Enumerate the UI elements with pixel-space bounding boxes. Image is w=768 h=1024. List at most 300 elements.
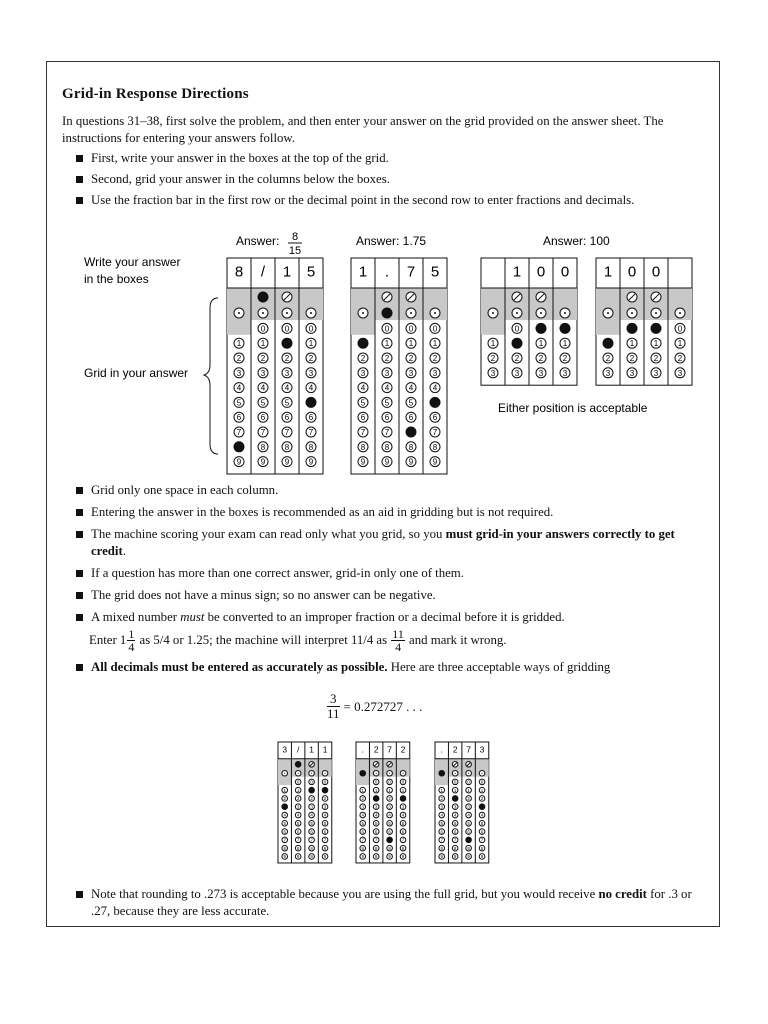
digit-glyph: 1: [629, 339, 635, 349]
grid-box-char: 8: [234, 263, 244, 281]
digit-glyph: 6: [388, 829, 391, 835]
digit-glyph: 1: [453, 787, 457, 793]
digit-glyph: 1: [296, 787, 300, 793]
digit-glyph: 5: [361, 820, 364, 826]
digit-glyph: 5: [323, 820, 327, 826]
heading: Grid-in Response Directions: [62, 86, 249, 102]
digit-bubble: [406, 427, 416, 437]
digit-bubble: [479, 804, 485, 810]
digit-glyph: 8: [374, 845, 378, 851]
mixed-number-example: [62, 628, 712, 653]
rule-item: Entering the answer in the boxes is recommended as an aid in gridding but is not required.: [62, 504, 712, 521]
fraction-denominator: 15: [288, 245, 302, 257]
digit-glyph: 2: [538, 354, 544, 363]
decimal-dot: [540, 312, 542, 314]
mixed-den-2: 4: [395, 640, 402, 654]
digit-glyph: 2: [283, 796, 286, 802]
digit-glyph: 6: [374, 829, 378, 835]
digit-glyph: 7: [401, 837, 405, 843]
grid-box-char: 2: [400, 744, 406, 755]
digit-glyph: 6: [408, 413, 414, 423]
grid-box-char: 7: [466, 744, 471, 755]
step-item: Second, grid your answer in the columns below the boxes.: [62, 171, 712, 188]
decimal-dot: [376, 773, 377, 774]
digit-glyph: 0: [308, 324, 314, 334]
decimal-dot: [362, 312, 364, 314]
note-list: [62, 886, 712, 920]
digit-glyph: 3: [629, 368, 635, 378]
digit-glyph: 8: [388, 845, 391, 851]
digit-glyph: 0: [296, 779, 300, 785]
rule-bold: must grid-in your answers correctly to get credit: [91, 527, 675, 558]
digit-glyph: 3: [361, 804, 364, 810]
digit-glyph: 2: [432, 354, 438, 363]
grid-box-char: 1: [282, 263, 292, 281]
digit-glyph: 4: [384, 383, 390, 393]
digit-glyph: 9: [384, 457, 390, 467]
digit-glyph: 2: [323, 796, 327, 802]
rule-item: [62, 659, 712, 676]
write-label-line2: in the boxes: [84, 272, 149, 286]
grid-box-char: 7: [406, 263, 416, 281]
decimal-dot: [607, 312, 609, 314]
grid-box-char: 7: [387, 744, 392, 755]
intro-paragraph: In questions 31–38, first solve the problem, and then enter your answer on the grid provided on the answer sheet. The instructions for entering your answers follow.: [62, 114, 664, 145]
digit-glyph: 2: [440, 796, 443, 802]
digit-glyph: 6: [236, 413, 242, 423]
digit-glyph: 1: [384, 339, 390, 349]
mixed-fraction: [127, 628, 135, 653]
digit-glyph: 1: [432, 339, 438, 349]
decimal-dot: [655, 312, 657, 314]
digit-bubble: [560, 323, 570, 333]
digit-glyph: 3: [562, 368, 568, 378]
digit-bubble: [627, 323, 637, 333]
digit-glyph: 3: [236, 368, 242, 378]
answer-grid: [596, 258, 692, 385]
digit-glyph: 4: [388, 812, 391, 818]
rule-item: [62, 886, 712, 920]
grid-label: Grid in your answer: [84, 366, 189, 380]
grid-box-char: 1: [309, 744, 314, 755]
digit-glyph: 1: [440, 787, 443, 793]
digit-glyph: 9: [467, 854, 470, 860]
digit-glyph: 1: [374, 787, 378, 793]
digit-glyph: 5: [310, 820, 313, 826]
rule-item: Grid only one space in each column.: [62, 482, 712, 499]
digit-glyph: 7: [374, 837, 378, 843]
digit-glyph: 1: [677, 339, 683, 349]
answer-grid: [351, 258, 447, 474]
digit-glyph: 4: [284, 383, 290, 393]
grid-box-char: .: [440, 744, 443, 755]
rule-item: [62, 609, 712, 626]
digit-glyph: 5: [360, 398, 366, 408]
digit-glyph: 6: [323, 829, 327, 835]
digit-glyph: 2: [514, 354, 520, 363]
digit-glyph: 2: [361, 796, 364, 802]
digit-bubble: [358, 338, 368, 348]
digit-glyph: 3: [260, 368, 266, 378]
grid-box-char: 0: [651, 263, 661, 281]
rule-item: If a question has more than one correct answer, grid-in only one of them.: [62, 565, 712, 582]
digit-glyph: 5: [283, 820, 286, 826]
step-item: First, write your answer in the boxes at the top of the grid.: [62, 150, 712, 167]
decimal-dot: [389, 773, 390, 774]
digit-glyph: 3: [323, 804, 327, 810]
digit-glyph: 4: [480, 812, 484, 818]
decimal-equation: [326, 692, 422, 721]
digit-glyph: 8: [323, 845, 327, 851]
grid-shade: [481, 320, 505, 335]
digit-glyph: 4: [453, 812, 457, 818]
digit-glyph: 3: [310, 804, 313, 810]
digit-glyph: 5: [388, 820, 391, 826]
decimal-dot: [516, 312, 518, 314]
digit-glyph: 1: [467, 787, 470, 793]
digit-glyph: 9: [308, 457, 314, 467]
digit-glyph: 5: [408, 398, 414, 408]
digit-glyph: 6: [308, 413, 314, 423]
digit-glyph: 7: [284, 428, 290, 437]
digit-glyph: 9: [401, 854, 405, 860]
digit-glyph: 0: [432, 324, 438, 334]
digit-glyph: 5: [453, 820, 457, 826]
digit-glyph: 0: [284, 324, 290, 334]
digit-glyph: 9: [284, 457, 290, 467]
digit-glyph: 1: [480, 787, 484, 793]
digit-glyph: 8: [360, 442, 366, 452]
decimal-dot: [311, 773, 312, 774]
rule-emphasis: must: [180, 610, 205, 624]
digit-glyph: 1: [408, 339, 414, 349]
decimal-dot: [434, 312, 436, 314]
digit-glyph: 9: [260, 457, 266, 467]
digit-glyph: 2: [296, 796, 300, 802]
digit-glyph: 9: [283, 854, 286, 860]
digit-glyph: 6: [296, 829, 300, 835]
decimal-dot: [284, 773, 285, 774]
digit-glyph: 2: [388, 796, 391, 802]
fraction-numerator: 8: [291, 231, 299, 243]
digit-glyph: 4: [236, 383, 242, 393]
digit-glyph: 3: [401, 804, 405, 810]
digit-glyph: 9: [374, 854, 378, 860]
digit-glyph: 1: [490, 339, 496, 349]
digit-glyph: 5: [467, 820, 470, 826]
digit-glyph: 0: [323, 779, 327, 785]
digit-glyph: 1: [361, 787, 364, 793]
digit-glyph: 1: [538, 339, 544, 349]
decimal-dot: [298, 773, 299, 774]
digit-glyph: 8: [453, 845, 457, 851]
grid-box-char: 1: [358, 263, 368, 281]
digit-glyph: 2: [677, 354, 683, 363]
digit-glyph: 3: [677, 368, 683, 378]
digit-glyph: 8: [384, 442, 390, 452]
digit-glyph: 7: [480, 837, 484, 843]
digit-glyph: 3: [538, 368, 544, 378]
digit-bubble: [452, 796, 458, 802]
digit-glyph: 4: [308, 383, 314, 393]
eq-num: 3: [327, 692, 340, 707]
digit-glyph: 3: [384, 368, 390, 378]
digit-glyph: 6: [360, 413, 366, 423]
decimal-dot: [310, 312, 312, 314]
digit-glyph: 0: [401, 779, 405, 785]
grid-box-char: /: [296, 744, 300, 755]
grid-box-char: 0: [560, 263, 570, 281]
digit-glyph: 3: [308, 368, 314, 378]
digit-bubble: [536, 323, 546, 333]
digit-glyph: 3: [514, 368, 520, 378]
decimal-dot: [324, 773, 325, 774]
digit-glyph: 9: [440, 854, 443, 860]
digit-bubble: [309, 787, 315, 793]
digit-bubble: [430, 397, 440, 407]
digit-glyph: 0: [374, 779, 378, 785]
grid-box-char: 5: [306, 263, 316, 281]
digit-glyph: 2: [653, 354, 659, 363]
digit-glyph: 4: [467, 812, 470, 818]
decimal-dot: [238, 312, 240, 314]
digit-glyph: 5: [236, 398, 242, 408]
decimal-dot: [262, 312, 264, 314]
grid-box-char: .: [361, 744, 364, 755]
grid-box-char: 0: [627, 263, 637, 281]
mixed-end: and mark it wrong.: [405, 633, 507, 647]
digit-glyph: 5: [480, 820, 484, 826]
digit-glyph: 5: [296, 820, 300, 826]
grid-box-char: 3: [479, 744, 485, 755]
digit-glyph: 5: [401, 820, 405, 826]
grid-box-char: 1: [322, 744, 328, 755]
digit-glyph: 3: [408, 368, 414, 378]
rule-text: be converted to an improper fraction or a decimal before it is gridded.: [204, 610, 565, 624]
answer-label-integer: Answer: 100: [543, 234, 610, 248]
digit-glyph: 3: [440, 804, 443, 810]
digit-glyph: 8: [480, 845, 484, 851]
digit-glyph: 3: [388, 804, 391, 810]
digit-glyph: 1: [260, 339, 266, 349]
grid-box-char: 0: [536, 263, 546, 281]
mixed-num: 1: [128, 627, 135, 641]
grid-shade: [356, 777, 369, 785]
digit-glyph: 5: [284, 398, 290, 408]
digit-glyph: 4: [440, 812, 443, 818]
rule-bold: All decimals must be entered as accurately as possible.: [91, 660, 388, 674]
digit-glyph: 0: [677, 324, 683, 334]
digit-glyph: 0: [408, 324, 414, 334]
digit-glyph: 3: [653, 368, 659, 378]
digit-glyph: 0: [388, 779, 391, 785]
digit-glyph: 6: [384, 413, 390, 423]
mixed-fraction-2: [391, 628, 405, 653]
decimal-dot: [286, 312, 288, 314]
digit-glyph: 2: [605, 354, 611, 363]
digit-glyph: 3: [490, 368, 496, 378]
digit-glyph: 9: [432, 457, 438, 467]
answer-grid: [278, 742, 332, 863]
digit-bubble: [234, 442, 244, 452]
rule-item: [62, 526, 712, 560]
digit-glyph: 9: [360, 457, 366, 467]
digit-glyph: 5: [260, 398, 266, 408]
digit-glyph: 6: [453, 829, 457, 835]
digit-glyph: 6: [401, 829, 405, 835]
grid-box-char: .: [384, 263, 390, 281]
digit-glyph: 9: [453, 854, 457, 860]
digit-glyph: 4: [360, 383, 366, 393]
mixed-mid: as 5/4 or 1.25; the machine will interpret 11/4 as: [136, 633, 391, 647]
digit-bubble: [306, 397, 316, 407]
digit-glyph: 7: [296, 837, 300, 843]
digit-glyph: 3: [284, 368, 290, 378]
digit-glyph: 1: [653, 339, 659, 349]
digit-glyph: 8: [401, 845, 405, 851]
digit-glyph: 2: [480, 796, 484, 802]
mixed-den: 4: [128, 640, 135, 654]
rule-text: A mixed number: [91, 610, 181, 624]
digit-glyph: 2: [310, 796, 313, 802]
grid-shade: [278, 777, 291, 785]
slash-bubble: [258, 292, 268, 302]
digit-glyph: 1: [401, 787, 405, 793]
decimal-dot: [455, 773, 456, 774]
digit-glyph: 7: [432, 428, 438, 437]
rule-text: Here are three acceptable ways of gridding: [387, 660, 611, 674]
digit-bubble: [373, 796, 379, 802]
either-label: Either position is acceptable: [498, 401, 648, 415]
answer-grid: [435, 742, 489, 863]
digit-glyph: 2: [360, 354, 366, 363]
digit-glyph: 7: [283, 837, 286, 843]
digit-glyph: 5: [384, 398, 390, 408]
digit-glyph: 3: [360, 368, 366, 378]
grid-box-char: 1: [512, 263, 522, 281]
digit-glyph: 2: [467, 796, 470, 802]
rule-text: The machine scoring your exam can read only what you grid, so you: [91, 527, 446, 541]
slash-bubble: [295, 761, 301, 767]
digit-glyph: 4: [260, 383, 266, 393]
digit-glyph: 2: [236, 354, 242, 363]
digit-glyph: 3: [605, 368, 611, 378]
eq-den: 11: [327, 706, 340, 721]
digit-glyph: 9: [388, 854, 391, 860]
rules-list: [62, 482, 712, 626]
digit-glyph: 2: [490, 354, 496, 363]
digit-glyph: 1: [236, 339, 242, 349]
decimal-dot: [468, 773, 469, 774]
step-item: Use the fraction bar in the first row or the decimal point in the second row to enter fractions and decimals.: [62, 192, 712, 209]
digit-glyph: 0: [310, 779, 313, 785]
digit-glyph: 8: [408, 442, 414, 452]
digit-glyph: 4: [401, 812, 405, 818]
digit-glyph: 6: [432, 413, 438, 423]
digit-bubble: [282, 804, 288, 810]
digit-glyph: 7: [440, 837, 443, 843]
digit-glyph: 7: [384, 428, 390, 437]
grid-shade: [351, 320, 375, 335]
grid-box-char: 3: [282, 744, 288, 755]
digit-glyph: 9: [408, 457, 414, 467]
digit-glyph: 6: [260, 413, 266, 423]
digit-glyph: 2: [408, 354, 414, 363]
digit-glyph: 2: [562, 354, 568, 363]
digit-glyph: 1: [308, 339, 314, 349]
decimal-bubble: [360, 770, 366, 776]
digit-glyph: 1: [388, 787, 391, 793]
digit-bubble: [387, 837, 393, 843]
digit-glyph: 6: [467, 829, 470, 835]
rule-text: for .3 or .27, because they are less accurate.: [91, 887, 692, 918]
digit-glyph: 0: [480, 779, 484, 785]
digit-bubble: [282, 338, 292, 348]
rule-bold: no credit: [598, 887, 647, 901]
answer-grid: [227, 258, 323, 474]
grid-brace: [204, 298, 218, 454]
digit-glyph: 0: [260, 324, 266, 334]
decimal-bubble: [439, 770, 445, 776]
eq-fraction: [327, 692, 340, 721]
digit-glyph: 9: [361, 854, 364, 860]
decimal-bubble: [382, 308, 392, 318]
digit-glyph: 8: [296, 845, 300, 851]
digit-glyph: 0: [453, 779, 457, 785]
digit-glyph: 8: [283, 845, 286, 851]
digit-glyph: 4: [310, 812, 313, 818]
digit-glyph: 5: [374, 820, 378, 826]
mixed-enter: Enter 1: [89, 633, 127, 647]
digit-glyph: 0: [467, 779, 470, 785]
digit-glyph: 1: [283, 787, 286, 793]
answer-label-fraction: Answer:: [236, 234, 280, 248]
digit-bubble: [466, 837, 472, 843]
digit-glyph: 8: [440, 845, 443, 851]
digit-glyph: 7: [236, 428, 242, 437]
digit-glyph: 9: [236, 457, 242, 467]
digit-glyph: 4: [374, 812, 378, 818]
digit-glyph: 7: [308, 428, 314, 437]
digit-bubble: [400, 796, 406, 802]
digit-glyph: 4: [296, 812, 300, 818]
mixed-num-2: 11: [392, 627, 404, 641]
digit-glyph: 8: [432, 442, 438, 452]
digit-glyph: 6: [440, 829, 443, 835]
digit-glyph: 8: [467, 845, 470, 851]
digit-glyph: 3: [296, 804, 300, 810]
digit-glyph: 7: [260, 428, 266, 437]
decimal-dot: [679, 312, 681, 314]
digit-glyph: 5: [440, 820, 443, 826]
rules-content: [62, 482, 712, 680]
digit-glyph: 3: [374, 804, 378, 810]
grid-box-char: /: [260, 263, 266, 281]
digit-glyph: 4: [432, 383, 438, 393]
digit-bubble: [651, 323, 661, 333]
decimal-dot: [410, 312, 412, 314]
digit-glyph: 6: [283, 829, 286, 835]
digit-glyph: 7: [310, 837, 313, 843]
decimal-dot: [492, 312, 494, 314]
digit-glyph: 6: [284, 413, 290, 423]
grid-box-char: 5: [430, 263, 440, 281]
digit-glyph: 8: [284, 442, 290, 452]
digit-glyph: 2: [284, 354, 290, 363]
digit-bubble: [512, 338, 522, 348]
digit-glyph: 4: [408, 383, 414, 393]
digit-glyph: 8: [260, 442, 266, 452]
